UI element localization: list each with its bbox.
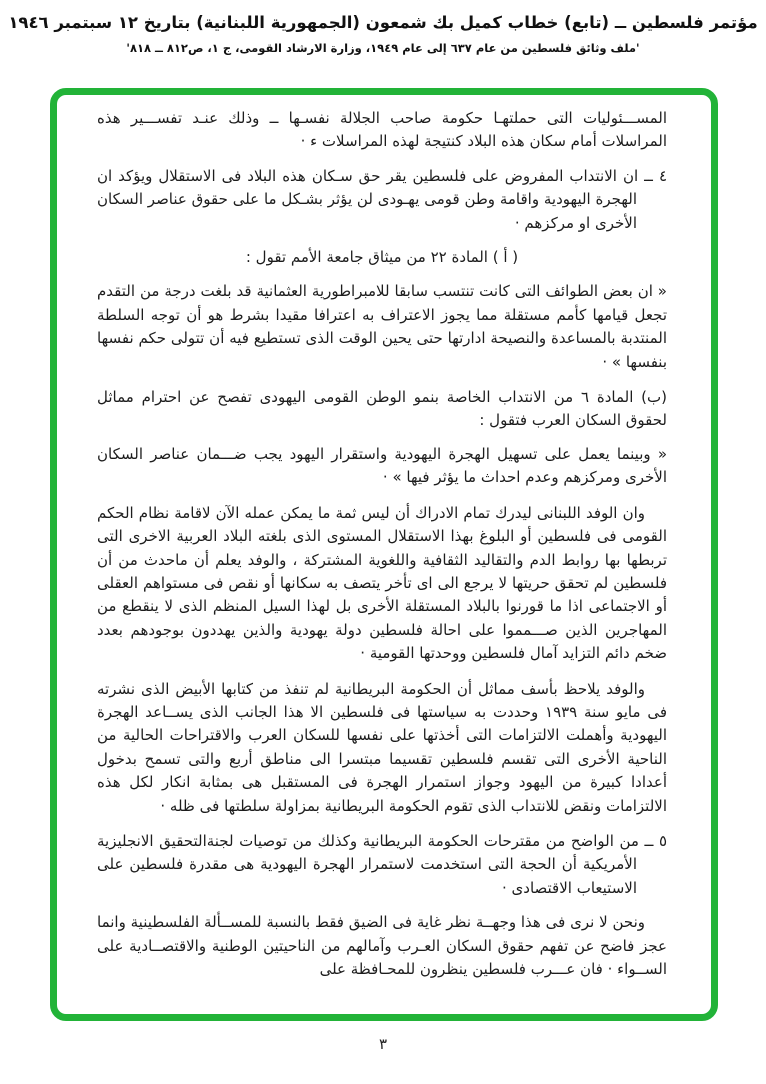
item-text: ان الانتداب المفروض على فلسطين يقر حق سـكان هذه البلاد فى الاستقلال ويؤكد ان الهجرة اليهودية واقامة وطن قومى يهـودى لن يؤثر بشـكل ما على حقوق عناصر السكان الأخرى او مركزهم ·: [97, 166, 639, 232]
paragraph-body-6: وان الوفد اللبنانى ليدرك تمام الادراك أن ليس ثمة ما يمكن عمله الآن لاقامة نظام الحكم القومى فى فلسطين أو البلوغ بهذا الاستقلال المستوى الذى بلغته البلاد العربية الاخرى التى تربطها بها روابط الدم والتقاليد الثقافية واللغوية المشتركة ، والوفد يعلم أن ماحدث من أن فلسطين لم تحقق حريتها لا يرجع الى اى تأخر يتصف به سكانها أو نقص فى مستواهم العقلى أو الاجتماعى اذا ما قورنوا بالبلاد المستقلة الأخرى بل لهذا السيل المنظم الذى لا ينقطع من المهاجرين الذين صـــمموا على احالة فلسطين دولة يهودية والذين يهددون بوجودهم بعدد ضخم دائم التزايد آمال فلسطين ووحدتها القومية ·: [97, 503, 667, 663]
paragraph-quote-5: « وبينما يعمل على تسهيل الهجرة اليهودية واستقرار اليهود يجب ضـــمان عناصر السكان الأخرى ومركزهم وعدم احداث ما يؤثر فيها » ·: [97, 444, 667, 487]
paragraph-center-2: ( أ ) المادة ٢٢ من ميثاق جامعة الأمم تقول :: [245, 248, 519, 267]
paragraph-body-7: والوفد يلاحظ بأسف مماثل أن الحكومة البريطانية لم تنفذ من كتابها الأبيض الذى نشرته فى مايو سنة ١٩٣٩ وحددت به سياستها فى فلسطين الا هذا الجانب الذى يســاعد الهجرة اليهودية وأهملت الالتزامات التى أخذتها على نفسها للسكان العرب والاقتراحات الحالية من الناحية الأخرى التى تقسم فلسطين تقسيما مبتسرا الى مناطق أربع والتى تسمح بدخول أعدادا كبيرة من اليهود وجواز استمرار الهجرة فى المستقبل هى بمثابة انكار لكل هذه الالتزامات ونقض للانتداب الذى تقوم الحكومة البريطانية بمزاولة سلطتها فى ظله ·: [97, 679, 667, 815]
header-source-citation: 'ملف وثائق فلسطين من عام ٦٣٧ إلى عام ١٩٤٩، وزارة الارشاد القومى، ج ١، ص٨١٢ ــ ٨١٨': [126, 41, 640, 55]
paragraph-subpara-4: (ب) المادة ٦ من الانتداب الخاصة بنمو الوطن القومى اليهودى تفصح عن احترام مماثل لحقوق السكان العرب فتقول :: [97, 388, 667, 430]
green-highlight-frame: [50, 88, 718, 1021]
paragraph-quote-3: « ان بعض الطوائف التى كانت تنتسب سابقا للامبراطورية العثمانية قد بلغت درجة من التقدم تجعل قيامها كأمم مستقلة مما يجوز الاعتراف به اعترافا مقيدا بشرط هو أن توجه السلطة المنتدبة بالمساعدة والنصيحة ادارتها حتى يحين الوقت الذى تستطيع فيه أن تتولى حكم نفسها بنفسها » ·: [97, 282, 667, 371]
paragraph-numbered-8: [97, 830, 667, 900]
header-title: مؤتمر فلسطين ــ (تابع) خطاب كميل بك شمعون (الجمهورية اللبنانية) بتاريخ ١٢ سبتمبر ١٩٤٦: [8, 13, 758, 32]
paragraph-continuation-0: المســـئوليات التى حملتهـا حكومة صاحب الجلالة نفسـها ــ وذلك عنـد تفســـير هذه المراسلات أمام سكان هذه البلاد كنتيجة لهذه المراسلات ء ·: [97, 109, 667, 151]
page-number: ٣: [378, 1035, 388, 1053]
paragraph-numbered-1: [97, 165, 667, 235]
item-number: ٥ ــ: [638, 831, 667, 850]
item-number: ٤ ــ: [638, 166, 667, 185]
paragraph-body-9: ونحن لا نرى فى هذا وجهــة نظر غاية فى الضيق فقط بالنسبة للمســألة الفلسطينية وانما عجز فاضح عن تفهم حقوق السكان العـرب وآمالهم من الناحيتين الوطنية والاقتصــادية على الســواء · فان عـــرب فلسطين ينظرون للمحـافظة على: [97, 913, 667, 978]
document-header: [0, 0, 766, 55]
item-text: من الواضح من مقترحات الحكومة البريطانية وكذلك من توصيات لجنةالتحقيق الانجليزية الأمريكية أن الحجة التى استخدمت لاستمرار الهجرة اليهودية هى مقدرة فلسطين على الاستيعاب الاقتصادى ·: [97, 831, 639, 897]
document-body: [57, 95, 711, 1014]
